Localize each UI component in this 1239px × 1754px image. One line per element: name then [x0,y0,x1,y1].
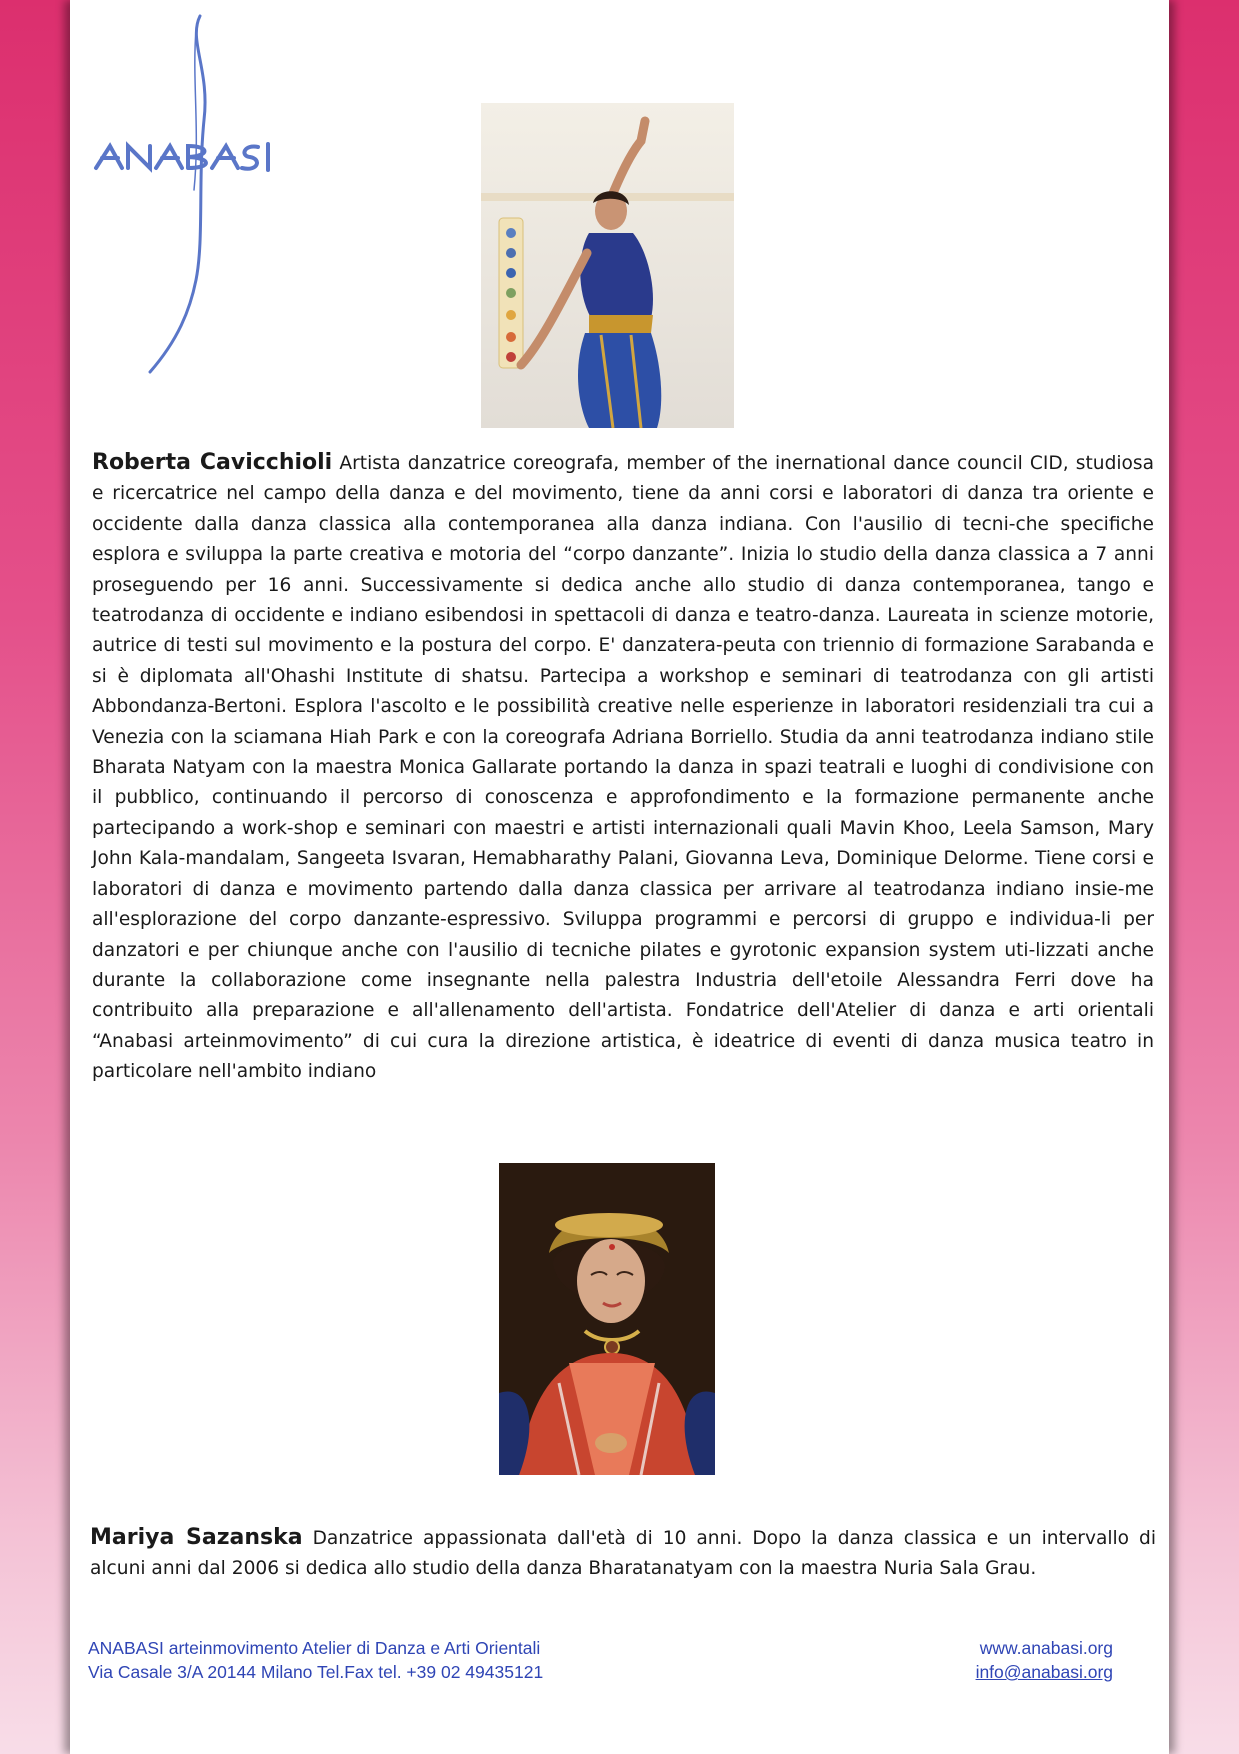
bio-name: Roberta Cavicchioli [92,450,333,475]
anabasi-logo [92,10,272,380]
email-link[interactable]: info@anabasi.org [975,1662,1113,1682]
footer-address-block [88,1636,543,1684]
footer-contact-block [976,1636,1113,1684]
bio-text: Artista danzatrice coreografa, member of the inernational dance council CID, studiosa e ricercatrice nel campo della danza e del movimento, tiene da anni corsi e laboratori di danza tra oriente e occidente dalla danza classica alla contemporanea alla danza indiana. Con l'ausilio di tecni-che specifiche esplora e sviluppa la parte creativa e motoria del “corpo danzante”. Inizia lo studio della danza classica a 7 anni proseguendo per 16 anni. Successivamente si dedica anche allo studio di danza contemporanea, tango e teatrodanza di occidente e indiano esibendosi in spettacoli di danza e teatro-danza. Laureata in scienze motorie, autrice di testi sul movimento e la postura del corpo. E' danzatera-peuta con triennio di formazione Sarabanda e si è diplomata all'Ohashi Institute di shatsu. Partecipa a workshop e seminari di teatrodanza con gli artisti Abbondanza-Bertoni. Esplora l'ascolto e le possibilità creative nelle esperienze in laboratori residenziali tra cui a Venezia con la sciamana Hiah Park e con la coreografa Adriana Borriello. Studia da anni teatrodanza indiano stile Bharata Natyam con la maestra Monica Gallarate portando la danza in spazi teatrali e luoghi di condivisione con il pubblico, continuando il percorso di conoscenza e approfondimento e la formazione permanente anche partecipando a work-shop e seminari con maestri e artisti internazionali quali Mavin Khoo, Leela Samson, Mary John Kala-mandalam, Sangeeta Isvaran, Hemabharathy Palani, Giovanna Leva, Dominique Delorme. Tiene corsi e laboratori di danza e movimento partendo dalla danza classica per arrivare al teatrodanza indiano insie-me all'esplorazione del corpo danzante-espressivo. Sviluppa programmi e percorsi di gruppo e individua-li per danzatori e per chiunque anche con l'ausilio di tecniche pilates e gyrotonic expansion system uti-lizzati anche durante la collaborazione come insegnante nella palestra Industria dell'etoile Alessandra Ferri dove ha contribuito alla preparazione e all'allenamento dell'artista. Fondatrice dell'Atelier di danza e arti orientali “Anabasi arteinmovimento” di cui cura la direzione artistica, è ideatrice di eventi di danza musica teatro in particolare nell'ambito indiano [92,453,1154,1083]
left-pink-band [0,0,70,1754]
footer-line-1: ANABASI arteinmovimento Atelier di Danza e Arti Orientali [88,1638,541,1658]
bio-text: Danzatrice appassionata dall'età di 10 anni. Dopo la danza classica e un intervallo di alcuni anni dal 2006 si dedica allo studio della danza Bharatanatyam con la maestra Nuria Sala Grau. [90,1528,1156,1580]
dancer-photo-2 [499,1163,715,1475]
right-pink-band [1169,0,1239,1754]
bio-mariya [90,1523,1156,1585]
bio-roberta [92,448,1154,1088]
dancer-photo-1 [481,103,734,428]
bio-name: Mariya Sazanska [90,1525,303,1550]
footer-line-2: Via Casale 3/A 20144 Milano Tel.Fax tel. +39 02 49435121 [88,1662,544,1682]
website-link[interactable]: www.anabasi.org [979,1638,1113,1658]
